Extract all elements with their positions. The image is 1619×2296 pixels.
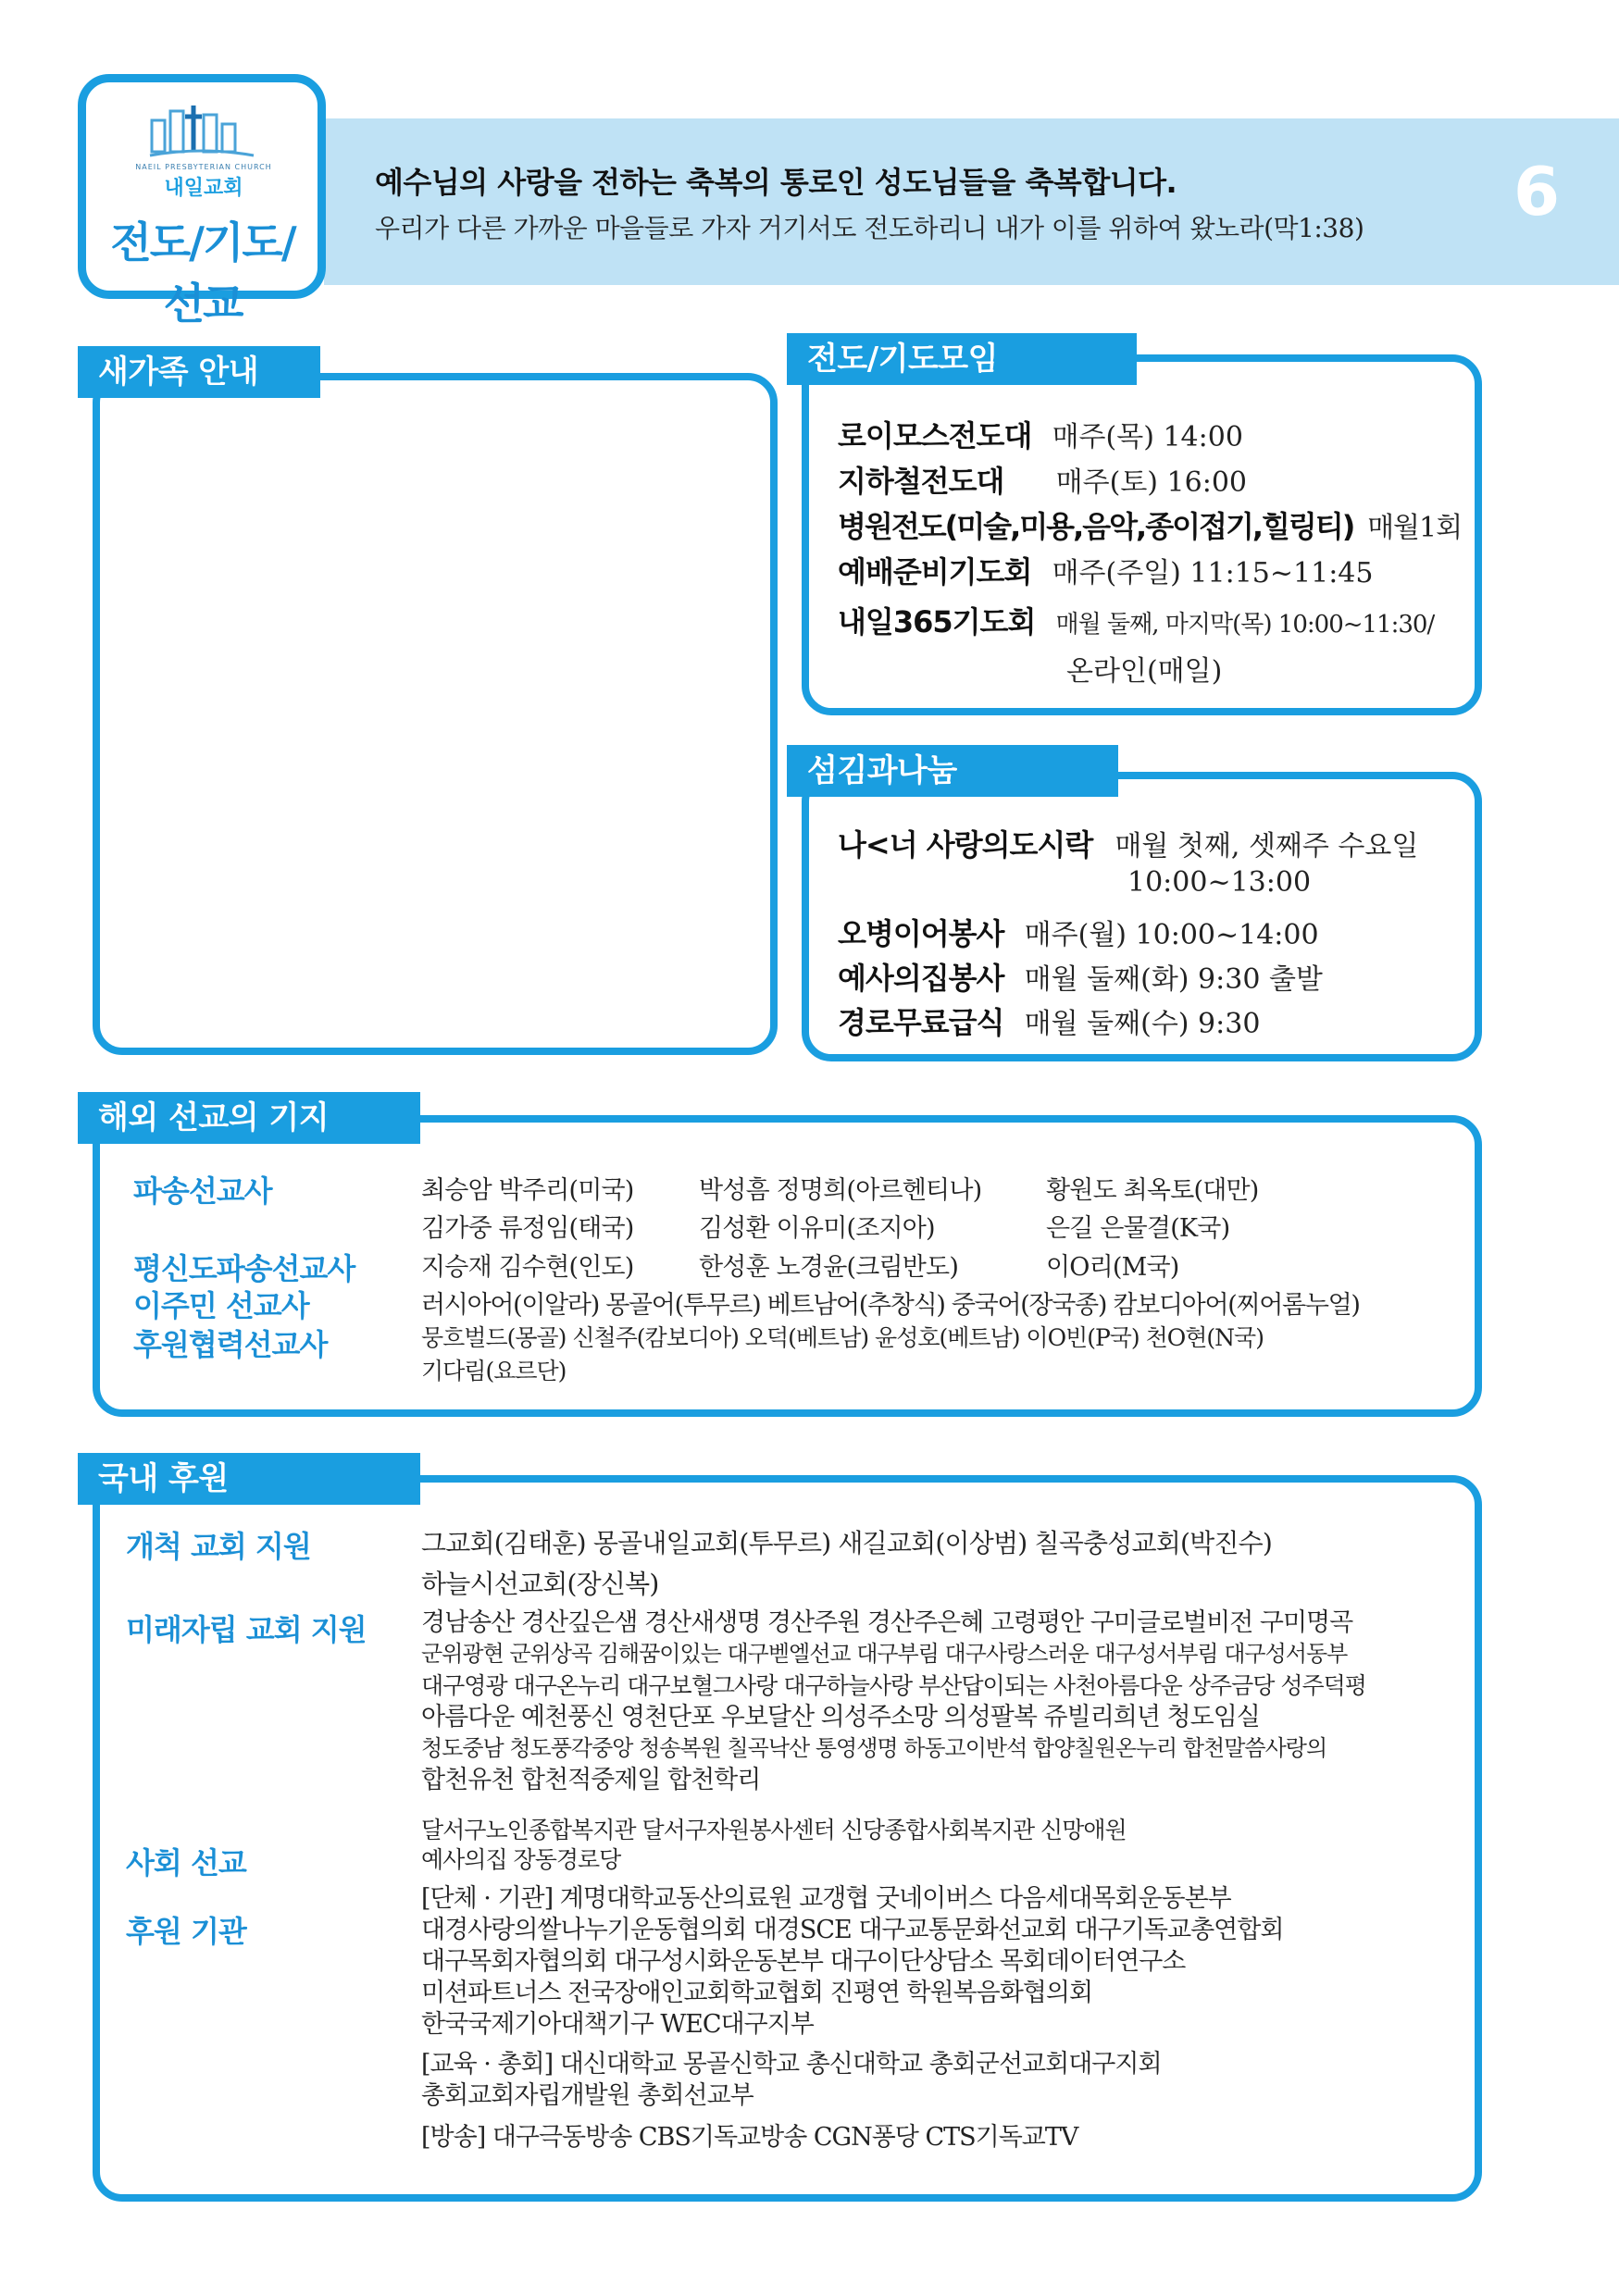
- evangelism-label: 예배준비기도회: [838, 554, 1032, 590]
- self-reliance-list: 대구영광 대구온누리 대구보혈그사랑 대구하늘사랑 부산답이되는 사천아름다운 상주금당 성주덕평: [421, 1672, 1366, 1699]
- evangelism-value: 매주(주일) 11:15~11:45: [1052, 557, 1374, 590]
- pioneer-church-list: 그교회(김태훈) 몽골내일교회(투무르) 새길교회(이상범) 칠곡충성교회(박진수): [421, 1528, 1272, 1558]
- missionary-entry: 박성흠 정명희(아르헨티나): [699, 1176, 982, 1205]
- service-value: 매월 둘째(화) 9:30 출발: [1024, 963, 1323, 996]
- missionary-entry: 은길 은물결(K국): [1046, 1214, 1230, 1243]
- missionary-entry: 최승암 박주리(미국): [421, 1176, 634, 1205]
- self-reliance-list: 경남송산 경산깊은샘 경산새생명 경산주원 경산주은혜 고령평안 구미글로벌비전 구미명곡: [421, 1608, 1353, 1637]
- overseas-label: 이주민 선교사: [133, 1288, 309, 1323]
- social-mission-label: 사회 선교: [126, 1845, 246, 1880]
- missionary-entry: 지승재 김수현(인도): [421, 1253, 634, 1282]
- self-reliance-list: 군위광현 군위상곡 김해꿈이있는 대구벧엘선교 대구부림 대구사랑스러운 대구성서부림 대구성서동부: [421, 1641, 1348, 1667]
- domestic-title: 국내 후원: [78, 1453, 420, 1505]
- evangelism-row: [838, 599, 1434, 641]
- missionary-entry: 한성훈 노경윤(크림반도): [699, 1253, 959, 1282]
- logo-name: 내일교회: [164, 177, 243, 200]
- self-reliance-list: 합천유천 합천적중제일 합천학리: [421, 1766, 761, 1794]
- section-title: 전도/기도/선교: [110, 217, 295, 329]
- self-reliance-label: 미래자립 교회 지원: [126, 1612, 367, 1647]
- overseas-title: 해외 선교의 기지: [78, 1092, 420, 1144]
- missionary-entry: 김가중 류정임(태국): [421, 1214, 634, 1243]
- partner-missionaries-cont: 기다림(요르단): [421, 1358, 567, 1384]
- evangelism-value: 매주(목) 14:00: [1052, 421, 1243, 453]
- header-band: [324, 118, 1619, 285]
- social-mission-list: 달서구노인종합복지관 달서구자원봉사센터 신당종합사회복지관 신망애원: [421, 1817, 1127, 1843]
- evangelism-row: [838, 413, 1243, 455]
- header-verse: 우리가 다른 가까운 마을들로 가자 거기서도 전도하리니 내가 이를 위하여 왔노라(막1:38): [375, 213, 1364, 243]
- support-org-list: 총회교회자립개발원 총회선교부: [421, 2081, 753, 2110]
- service-row: [838, 955, 1323, 998]
- evangelism-title: 전도/기도모임: [787, 333, 1137, 385]
- service-label: 오병이어봉사: [838, 916, 1004, 951]
- partner-missionaries: 뭉흐벌드(몽골) 신철주(캄보디아) 오덕(베트남) 윤성호(베트남) 이O빈(P국) 천O현(N국): [421, 1324, 1264, 1351]
- service-title: 섬김과나눔: [787, 745, 1118, 797]
- evangelism-label: 병원전도(미술,미용,음악,종이접기,힐링티): [838, 509, 1354, 544]
- social-mission-list: 예사의집 장동경로당: [421, 1846, 621, 1873]
- support-org-list: 대구목회자협의회 대구성시화운동본부 대구이단상담소 목회데이터연구소: [421, 1947, 1186, 1976]
- page-number: 6: [1513, 153, 1561, 230]
- support-org-list: 한국국제기아대책기구 WEC대구지부: [421, 2010, 814, 2039]
- self-reliance-list: 청도중남 청도풍각중앙 청송복원 칠곡낙산 통영생명 하동고이반석 합양칠원온누리 합천말씀사랑의: [421, 1735, 1327, 1761]
- pioneer-church-list: 하늘시선교회(장신복): [421, 1569, 659, 1599]
- church-logo-icon: [146, 102, 257, 159]
- evangelism-value: 매월 둘째, 마지막(목) 10:00~11:30/: [1055, 611, 1435, 639]
- overseas-label: 후원협력선교사: [133, 1327, 328, 1362]
- new-family-box: [93, 373, 778, 1055]
- service-label: 경로무료급식: [838, 1005, 1004, 1040]
- overseas-label: 평신도파송선교사: [133, 1251, 355, 1286]
- service-label: 예사의집봉사: [838, 961, 1004, 996]
- service-label: 나<너 사랑의도시락: [838, 827, 1093, 863]
- support-org-list: 미션파트너스 전국장애인교회학교협회 진평연 학원복음화협의회: [421, 1979, 1093, 2007]
- overseas-label: 파송선교사: [133, 1173, 272, 1209]
- service-row: [838, 999, 1260, 1042]
- evangelism-value: 매주(토) 16:00: [1055, 466, 1247, 499]
- evangelism-row: [838, 549, 1373, 591]
- service-row: [838, 911, 1319, 953]
- missionary-entry: 황원도 최옥토(대만): [1046, 1176, 1259, 1205]
- evangelism-row: [838, 458, 1247, 501]
- service-value: 매월 첫째, 셋째주 수요일: [1115, 830, 1419, 863]
- evangelism-label: 내일365기도회: [838, 604, 1036, 639]
- service-row: [838, 822, 1418, 864]
- service-value-cont: 10:00~13:00: [1127, 866, 1312, 899]
- new-family-title: 새가족 안내: [78, 346, 320, 398]
- evangelism-row: [838, 503, 1462, 546]
- pioneer-church-label: 개척 교회 지원: [126, 1529, 311, 1564]
- support-org-label: 후원 기관: [126, 1914, 246, 1949]
- evangelism-value-cont: 온라인(매일): [1066, 655, 1223, 688]
- logo-subtitle: NAEIL PRESBYTERIAN CHURCH: [135, 163, 272, 171]
- evangelism-value: 매월1회: [1367, 512, 1463, 544]
- support-org-list: [단체 · 기관] 계명대학교동산의료원 교갱협 굿네이버스 다음세대목회운동본부: [421, 1884, 1231, 1913]
- evangelism-label: 로이모스전도대: [838, 418, 1032, 453]
- header-headline: 예수님의 사랑을 전하는 축복의 통로인 성도님들을 축복합니다.: [375, 165, 1177, 200]
- missionary-entry: 김성환 이유미(조지아): [699, 1214, 935, 1243]
- missionary-entry: 이O리(M국): [1046, 1253, 1179, 1282]
- service-value: 매월 둘째(수) 9:30: [1024, 1008, 1261, 1040]
- support-org-list: [교육 · 총회] 대신대학교 몽골신학교 총신대학교 총회군선교회대구지회: [421, 2050, 1162, 2079]
- self-reliance-list: 아름다운 예천풍신 영천단포 우보달산 의성주소망 의성팔복 쥬빌리희년 청도임실: [421, 1703, 1260, 1731]
- service-value: 매주(월) 10:00~14:00: [1024, 919, 1319, 951]
- support-org-list: 대경사랑의쌀나누기운동협의회 대경SCE 대구교통문화선교회 대구기독교총연합회: [421, 1916, 1284, 1944]
- support-org-list: [방송] 대구극동방송 CBS기독교방송 CGN퐁당 CTS기독교TV: [421, 2123, 1078, 2152]
- migrant-missionaries: 러시아어(이알라) 몽골어(투무르) 베트남어(추창식) 중국어(장국종) 캄보디아어(찌어롬누얼): [421, 1291, 1360, 1320]
- evangelism-label: 지하철전도대: [838, 464, 1004, 499]
